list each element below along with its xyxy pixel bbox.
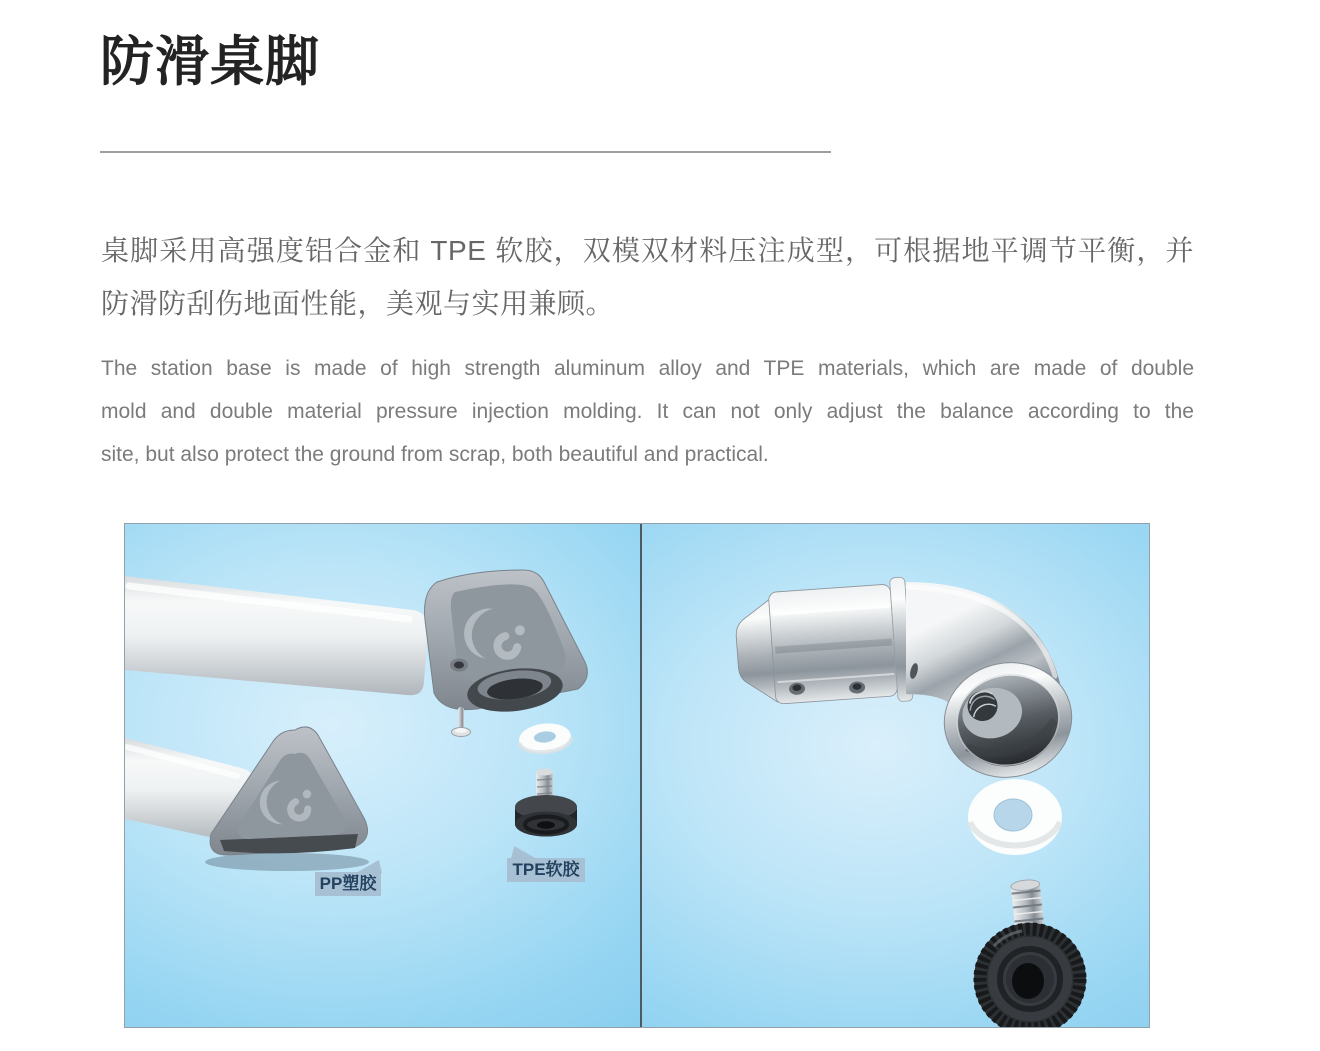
- figure-left-panel: [125, 524, 640, 1027]
- threaded-stud: [1010, 879, 1044, 930]
- set-screw-hole-center: [454, 662, 464, 669]
- pp-corner-foot-top: [425, 570, 588, 717]
- intro-paragraph-en: [101, 347, 1194, 476]
- tpe-knob-left: [515, 769, 577, 837]
- intro-paragraph-cn: [101, 224, 1194, 330]
- aluminum-tube-top: [125, 576, 428, 695]
- product-figure: [124, 523, 1150, 1028]
- label-tpe-text: TPE软胶: [512, 860, 580, 879]
- label-pp-text: PP塑胶: [319, 874, 377, 893]
- cn-line-1: 桌脚采用高强度铝合金和 TPE 软胶，双模双材料压注成型，可根据地平调节平衡，并: [101, 235, 1194, 266]
- label-tpe: [507, 858, 585, 882]
- en-line-1: The station base is made of high strength aluminum alloy and TPE materials, which are made of double: [101, 357, 1194, 380]
- washer-left: [518, 721, 573, 755]
- small-screw: [452, 707, 471, 737]
- label-pp: [315, 872, 381, 896]
- en-line-2: mold and double material pressure injection molding. It can not only adjust the balance according to the: [101, 400, 1194, 423]
- en-line-3: site, but also protect the ground from scrap, both beautiful and practical.: [101, 443, 769, 466]
- washer-right: [968, 779, 1062, 855]
- exploded-foot-illustration: [125, 524, 640, 1027]
- tpe-knob-right: [974, 879, 1086, 1027]
- elbow-clamp: [733, 577, 913, 713]
- figure-right-panel: [642, 524, 1149, 1027]
- cn-line-2: 防滑防刮伤地面性能，美观与实用兼顾。: [101, 288, 615, 319]
- page-title: 防滑桌脚: [100, 32, 320, 92]
- elbow-foot-illustration: [642, 524, 1149, 1027]
- title-divider-rule: [100, 151, 831, 153]
